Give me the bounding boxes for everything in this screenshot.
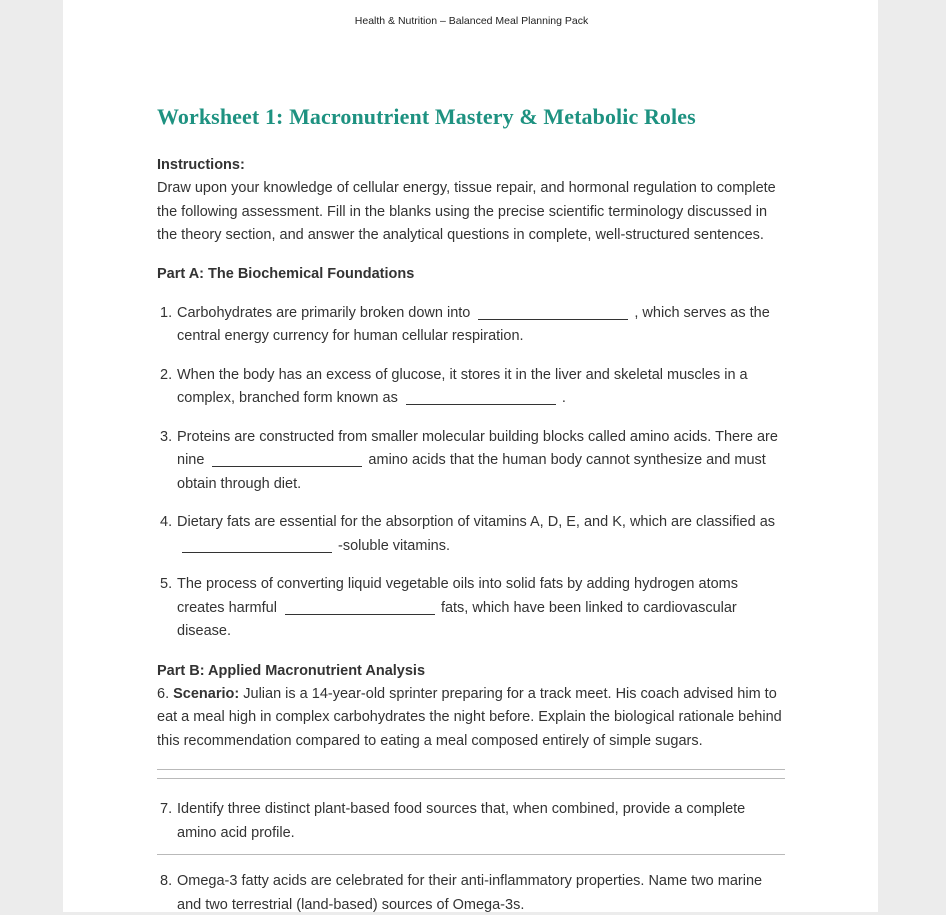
answer-line[interactable] xyxy=(157,769,785,770)
answer-blank-2[interactable] xyxy=(406,390,556,405)
question-text: fats, which have been linked to cardiovascular xyxy=(440,599,737,616)
question-number: 5. xyxy=(160,576,173,592)
answer-blank-1[interactable] xyxy=(478,305,628,320)
question-text: central energy currency for human cellular respiration. xyxy=(177,328,524,344)
question-text: When the body has an excess of glucose, it stores it in the liver and skeletal muscles in a xyxy=(177,366,748,383)
worksheet-page xyxy=(63,0,878,912)
question-5 xyxy=(157,573,785,644)
answer-line[interactable] xyxy=(157,778,785,779)
question-number: 2. xyxy=(160,366,173,383)
answer-blank-3[interactable] xyxy=(212,452,362,467)
worksheet-title: Worksheet 1: Macronutrient Mastery & Metabolic Roles xyxy=(157,104,696,129)
question-7 xyxy=(157,798,785,845)
instructions-text: Draw upon your knowledge of cellular energy, tissue repair, and hormonal regulation to complete the following assessment. Fill in the blanks using the precise scientific terminology discussed in the theory section, and answer the analytical questions in complete, well-structured sentences. xyxy=(157,180,776,243)
worksheet-content xyxy=(157,104,785,912)
question-text: Proteins are constructed from smaller molecular building blocks called amino acids. There are xyxy=(177,428,778,445)
question-3 xyxy=(157,426,785,497)
question-1 xyxy=(157,302,785,349)
question-text: Dietary fats are essential for the absorption of vitamins A, D, E, and K, which are classified as xyxy=(177,514,776,530)
question-number: 7. xyxy=(160,801,173,817)
answer-blank-5[interactable] xyxy=(285,600,435,615)
question-text: Omega-3 fatty acids are celebrated for their anti-inflammatory properties. Name two marine and two terrestrial (land-based) sources of Omega-3s. xyxy=(177,873,763,912)
question-4 xyxy=(157,511,785,558)
question-text: The process of converting liquid vegetable oils into solid fats by adding hydrogen atoms xyxy=(177,576,738,592)
question-text: Julian is a 14-year-old sprinter preparing for a track meet. His coach advised him to eat a meal high in complex carbohydrates the night before. Explain the biological rationale behind this recommendation compared to eating a meal composed entirely of simple sugars. xyxy=(157,685,782,749)
question-text: obtain through diet. xyxy=(177,475,302,492)
question-6 xyxy=(157,683,785,754)
question-text: creates harmful xyxy=(177,599,277,616)
part-b-heading: Part B: Applied Macronutrient Analysis xyxy=(157,662,426,679)
question-2 xyxy=(157,364,785,411)
scenario-label: Scenario: xyxy=(173,685,240,702)
question-text: Identify three distinct plant-based food sources that, when combined, provide a complete amino acid profile. xyxy=(177,801,746,841)
question-text: amino acids that the human body cannot synthesize and must xyxy=(368,452,766,468)
question-text: disease. xyxy=(177,623,232,639)
question-number: 4. xyxy=(160,514,173,530)
running-header: Health & Nutrition – Balanced Meal Planning Pack xyxy=(354,15,589,27)
question-number: 6. xyxy=(157,685,170,702)
question-text: , which serves as the xyxy=(634,304,770,321)
question-text: nine xyxy=(177,452,205,468)
question-number: 1. xyxy=(160,304,173,321)
part-a-heading: Part A: The Biochemical Foundations xyxy=(157,265,415,282)
question-number: 8. xyxy=(160,873,173,889)
instructions-label: Instructions: xyxy=(157,157,245,173)
question-text: . xyxy=(561,390,566,406)
question-8 xyxy=(157,870,785,912)
answer-blank-4[interactable] xyxy=(182,538,332,553)
question-text: -soluble vitamins. xyxy=(338,537,451,554)
part-a-questions xyxy=(157,302,785,644)
question-text: Carbohydrates are primarily broken down into xyxy=(177,304,471,321)
question-text: complex, branched form known as xyxy=(177,390,398,406)
answer-line[interactable] xyxy=(157,854,785,855)
question-number: 3. xyxy=(160,428,173,445)
